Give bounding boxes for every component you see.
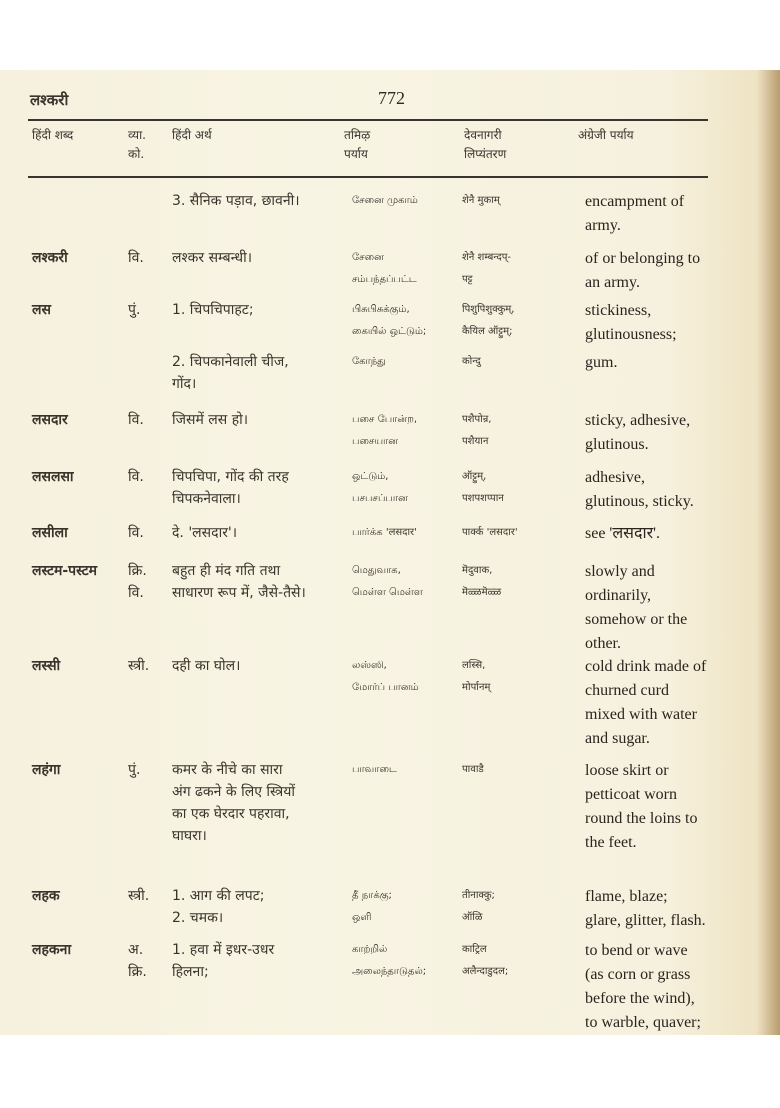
tamil-equivalent-line: ஒட்டும்,: [352, 471, 389, 482]
english-equivalent-line: adhesive,: [585, 469, 645, 486]
tamil-equivalent: [352, 939, 472, 983]
hindi-meaning: [172, 939, 352, 983]
hindi-meaning-line: दे. 'लसदार'।: [172, 525, 238, 541]
english-equivalent-line: somehow or the: [585, 611, 688, 628]
english-equivalent-line: round the loins to: [585, 810, 698, 827]
hindi-meaning: [172, 247, 352, 269]
hindi-meaning-line: घाघरा।: [172, 828, 207, 844]
english-equivalent: [585, 351, 770, 375]
grammar-line: वि.: [128, 525, 144, 541]
english-equivalent-line: encampment of: [585, 193, 685, 210]
tamil-equivalent: [352, 247, 472, 291]
english-equivalent-line: loose skirt or: [585, 762, 669, 779]
tamil-equivalent-line: மெதுவாக,: [352, 565, 401, 576]
devanagari-transliteration: [462, 522, 582, 544]
column-header-tamil: [344, 126, 370, 164]
headword: लहंगा: [32, 762, 61, 778]
devanagari-transliteration-line: लस्सि,: [462, 660, 486, 671]
headword: लस्सी: [32, 658, 61, 674]
tamil-equivalent-line: கையில் ஒட்டும்;: [352, 326, 427, 337]
hindi-meaning-line: कमर के नीचे का सारा: [172, 762, 283, 778]
tamil-equivalent-line: மோர்ப் பானம்: [352, 682, 419, 693]
hindi-meaning: [172, 759, 352, 847]
grammar: [128, 560, 147, 604]
devanagari-transliteration: [462, 409, 582, 453]
headword: लसदार: [32, 412, 68, 428]
english-equivalent-line: slowly and: [585, 563, 655, 580]
devanagari-transliteration-line: कोन्दु: [462, 356, 481, 367]
english-equivalent-line: glutinous.: [585, 436, 649, 453]
grammar: [128, 466, 144, 488]
grammar: [128, 939, 147, 983]
tamil-equivalent-line: பிசுபிசுக்கும்,: [352, 304, 410, 315]
hindi-meaning-line: चिपकनेवाला।: [172, 491, 241, 507]
tamil-equivalent: [352, 409, 472, 453]
english-equivalent-line: mixed with water: [585, 706, 697, 723]
english-equivalent: [585, 522, 770, 546]
tamil-equivalent-line: தீ நாக்கு;: [352, 890, 392, 901]
english-equivalent: [585, 190, 770, 238]
english-equivalent-line: glutinousness;: [585, 326, 677, 343]
english-equivalent: [585, 560, 770, 656]
english-equivalent-line: glutinous, sticky.: [585, 493, 694, 510]
english-equivalent-line: an army.: [585, 274, 640, 291]
hindi-meaning: [172, 522, 352, 544]
hindi-meaning-line: अंग ढकने के लिए स्त्रियों: [172, 784, 295, 800]
devanagari-transliteration: [462, 885, 582, 929]
hindi-meaning-line: चिपचिपा, गोंद की तरह: [172, 469, 289, 485]
tamil-equivalent: [352, 522, 472, 544]
headword: लस: [32, 302, 51, 318]
english-equivalent-line: and sugar.: [585, 730, 650, 747]
english-equivalent: [585, 409, 770, 457]
headword: लसलसा: [32, 469, 74, 485]
dictionary-page: [0, 70, 780, 1035]
grammar-line: वि.: [128, 412, 144, 428]
tamil-equivalent-line: லஸ்ஸி,: [352, 660, 387, 671]
grammar: [128, 759, 140, 781]
column-header-hindi-word: हिंदी शब्द: [32, 128, 74, 142]
tamil-equivalent-line: பசபசப்பான: [352, 493, 408, 504]
devanagari-transliteration-line: मॆदुवाक,: [462, 565, 493, 576]
english-equivalent: [585, 759, 770, 855]
column-header-devanagari-line: देवनागरी: [464, 128, 502, 142]
devanagari-transliteration-line: पिशुपिशुक्कुम्,: [462, 304, 515, 315]
devanagari-transliteration: [462, 247, 582, 291]
english-equivalent-line: to warble, quaver;: [585, 1014, 701, 1031]
devanagari-transliteration-line: पावाडै: [462, 764, 484, 775]
english-equivalent-line: cold drink made of: [585, 658, 707, 675]
devanagari-transliteration-line: शेनै मुकाम्: [462, 195, 500, 206]
grammar-line: स्त्री.: [128, 888, 150, 904]
grammar: [128, 655, 149, 677]
grammar-line: वि.: [128, 250, 144, 266]
grammar-line: वि.: [128, 585, 144, 601]
hindi-meaning-line: हिलना;: [172, 964, 209, 980]
english-equivalent-line: gum.: [585, 354, 618, 371]
hindi-meaning-line: 2. चिपकानेवाली चीज,: [172, 354, 289, 370]
hindi-meaning: [172, 560, 352, 604]
english-equivalent-line: army.: [585, 217, 621, 234]
hindi-meaning-line: दही का घोल।: [172, 658, 241, 674]
column-header-grammar-line: को.: [128, 147, 145, 161]
tamil-equivalent-line: அலைந்தாடுதல்;: [352, 966, 427, 977]
devanagari-transliteration-line: तीनाक्कु;: [462, 890, 495, 901]
english-equivalent-line: other.: [585, 635, 621, 652]
devanagari-transliteration-line: शेनै शम्बन्दप्-: [462, 252, 511, 263]
grammar-line: पुं.: [128, 762, 141, 778]
hindi-meaning: [172, 655, 352, 677]
devanagari-transliteration-line: ऑळि: [462, 912, 483, 923]
devanagari-transliteration-line: पट्ट: [462, 274, 473, 285]
devanagari-transliteration: [462, 939, 582, 983]
column-header-tamil-line: तमिऴ: [344, 128, 371, 142]
hindi-meaning-line: 3. सैनिक पड़ाव, छावनी।: [172, 193, 300, 209]
hindi-meaning: [172, 299, 352, 321]
tamil-equivalent-line: பசையான: [352, 436, 398, 447]
column-header-grammar-line: व्या.: [128, 128, 146, 142]
tamil-equivalent-line: சேனை முகாம்: [352, 195, 418, 206]
grammar-line: क्रि.: [128, 964, 147, 980]
column-header-devanagari: [464, 126, 506, 164]
english-equivalent-line: churned curd: [585, 682, 669, 699]
hindi-meaning: [172, 466, 352, 510]
hindi-meaning: [172, 885, 352, 929]
tamil-equivalent-line: பசை போன்ற,: [352, 414, 418, 425]
devanagari-transliteration-line: पशपशप्पान: [462, 493, 504, 504]
tamil-equivalent-line: பாவாடை: [352, 764, 397, 775]
hindi-meaning-line: जिसमें लस हो।: [172, 412, 249, 428]
tamil-equivalent-line: மெள்ள மெள்ள: [352, 587, 423, 598]
devanagari-transliteration: [462, 560, 582, 604]
devanagari-transliteration: [462, 759, 582, 781]
header-rule-bottom: [28, 176, 708, 178]
english-equivalent-line: sticky, adhesive,: [585, 412, 691, 429]
grammar-line: वि.: [128, 469, 144, 485]
grammar-line: क्रि.: [128, 563, 147, 579]
english-equivalent-line: stickiness,: [585, 302, 652, 319]
devanagari-transliteration-line: पशैपोन्र,: [462, 414, 492, 425]
column-header-devanagari-line: लिप्यंतरण: [464, 147, 507, 161]
tamil-equivalent-line: ஒளி: [352, 912, 372, 923]
tamil-equivalent-line: கோந்து: [352, 356, 386, 367]
hindi-meaning-line: बहुत ही मंद गति तथा: [172, 563, 281, 579]
grammar: [128, 885, 149, 907]
hindi-meaning-line: 1. चिपचिपाहट;: [172, 302, 254, 318]
english-equivalent: [585, 466, 770, 514]
headword: लसीला: [32, 525, 68, 541]
hindi-meaning-line: 2. चमक।: [172, 910, 224, 926]
english-equivalent-line: flame, blaze;: [585, 888, 668, 905]
headword: लस्टम-पस्टम: [32, 563, 98, 579]
devanagari-transliteration: [462, 299, 582, 343]
english-equivalent-line: the feet.: [585, 834, 637, 851]
running-head: लश्करी: [30, 91, 69, 109]
page-number: 772: [378, 88, 405, 108]
grammar-line: अ.: [128, 942, 144, 958]
tamil-equivalent-line: சேனை: [352, 252, 384, 263]
devanagari-transliteration-line: कैयिल ऑट्टुम्;: [462, 326, 513, 337]
english-equivalent: [585, 939, 770, 1035]
column-header-grammar: [128, 126, 146, 164]
english-equivalent: [585, 299, 770, 347]
tamil-equivalent-line: காற்றில்: [352, 944, 388, 955]
tamil-equivalent: [352, 299, 472, 343]
english-equivalent-line: glare, glitter, flash.: [585, 912, 706, 929]
english-equivalent-line: (as corn or grass: [585, 966, 691, 983]
grammar: [128, 247, 144, 269]
tamil-equivalent: [352, 190, 472, 212]
hindi-meaning: [172, 409, 352, 431]
grammar-line: पुं.: [128, 302, 141, 318]
tamil-equivalent: [352, 351, 472, 373]
devanagari-transliteration-line: मोर्पानम्: [462, 682, 491, 693]
tamil-equivalent: [352, 655, 472, 699]
devanagari-transliteration-line: पार्क्क 'लसदार': [462, 527, 518, 538]
tamil-equivalent: [352, 885, 472, 929]
grammar-line: स्त्री.: [128, 658, 150, 674]
english-equivalent-line: before the wind),: [585, 990, 695, 1007]
headword: लश्करी: [32, 250, 68, 266]
grammar: [128, 522, 144, 544]
english-equivalent-line: see 'लसदार'.: [585, 525, 661, 542]
headword: लहकना: [32, 942, 72, 958]
headword: लहक: [32, 888, 60, 904]
tamil-equivalent-line: பார்க்க 'लसदार': [352, 527, 417, 538]
devanagari-transliteration: [462, 351, 582, 373]
column-header-hindi-meaning: हिंदी अर्थ: [172, 128, 212, 142]
tamil-equivalent: [352, 759, 472, 781]
hindi-meaning-line: का एक घेरदार पहरावा,: [172, 806, 290, 822]
hindi-meaning-line: 1. आग की लपट;: [172, 888, 265, 904]
hindi-meaning-line: 1. हवा में इधर-उधर: [172, 942, 275, 958]
header-rule-top: [28, 119, 708, 121]
english-equivalent: [585, 247, 770, 295]
grammar: [128, 299, 140, 321]
tamil-equivalent: [352, 466, 472, 510]
hindi-meaning-line: साधारण रूप में, जैसे-तैसे।: [172, 585, 306, 601]
tamil-equivalent-line: சம்பந்தப்பட்ட: [352, 274, 417, 285]
devanagari-transliteration: [462, 190, 582, 212]
column-header-tamil-line: पर्याय: [344, 147, 368, 161]
tamil-equivalent: [352, 560, 472, 604]
grammar: [128, 409, 144, 431]
devanagari-transliteration: [462, 655, 582, 699]
english-equivalent-line: ordinarily,: [585, 587, 652, 604]
hindi-meaning: [172, 190, 352, 212]
devanagari-transliteration: [462, 466, 582, 510]
english-equivalent-line: of or belonging to: [585, 250, 701, 267]
devanagari-transliteration-line: अलैन्दाडुदल;: [462, 966, 509, 977]
hindi-meaning-line: गोंद।: [172, 376, 197, 392]
english-equivalent: [585, 655, 770, 751]
english-equivalent-line: to bend or wave: [585, 942, 688, 959]
devanagari-transliteration-line: काट्रिल: [462, 944, 487, 955]
hindi-meaning: [172, 351, 352, 395]
devanagari-transliteration-line: ऑट्टुम्,: [462, 471, 487, 482]
devanagari-transliteration-line: पशैयान: [462, 436, 489, 447]
english-equivalent: [585, 885, 770, 933]
devanagari-transliteration-line: मॆळ्ळमॆळ्ळ: [462, 587, 502, 598]
column-header-english: अंग्रेजी पर्याय: [578, 128, 634, 142]
english-equivalent-line: petticoat worn: [585, 786, 677, 803]
hindi-meaning-line: लश्कर सम्बन्धी।: [172, 250, 253, 266]
